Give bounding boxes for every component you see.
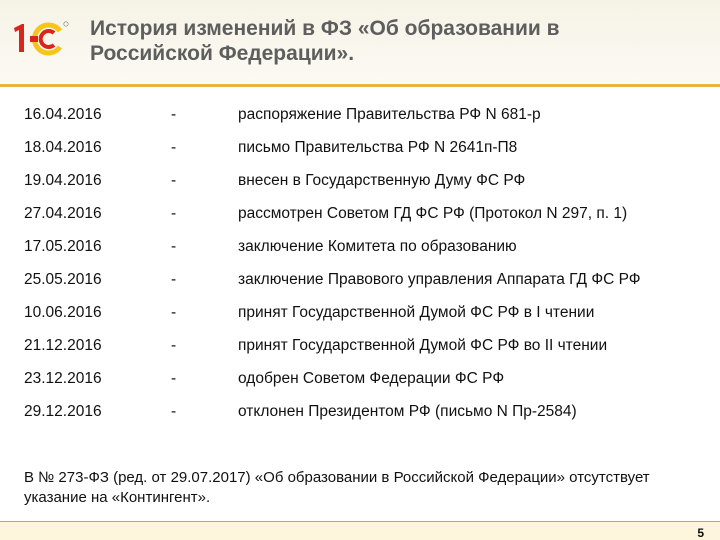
- row-dash: -: [171, 337, 177, 354]
- row-text: письмо Правительства РФ N 2641п-П8: [238, 139, 518, 156]
- row-date: 29.12.2016: [24, 403, 102, 420]
- list-item: [0, 263, 720, 296]
- row-text: распоряжение Правительства РФ N 681-р: [238, 106, 541, 123]
- list-item: [0, 197, 720, 230]
- row-dash: -: [171, 139, 177, 156]
- row-dash: -: [171, 304, 177, 321]
- row-date: 18.04.2016: [24, 139, 102, 156]
- row-dash: -: [171, 205, 177, 222]
- row-text: отклонен Президентом РФ (письмо N Пр-2584): [238, 403, 577, 420]
- list-item: [0, 296, 720, 329]
- row-date: 23.12.2016: [24, 370, 102, 387]
- row-text: принят Государственной Думой ФС РФ в I чтении: [238, 304, 595, 321]
- row-text: заключение Комитета по образованию: [238, 238, 517, 255]
- row-dash: -: [171, 238, 177, 255]
- logo-1c-icon: [10, 18, 70, 58]
- page-title: История изменений в ФЗ «Об образовании в Российской Федерации».: [90, 17, 560, 65]
- row-dash: -: [171, 370, 177, 387]
- row-date: 10.06.2016: [24, 304, 102, 321]
- row-dash: -: [171, 403, 177, 420]
- row-dash: -: [171, 172, 177, 189]
- row-text: одобрен Советом Федерации ФС РФ: [238, 370, 505, 387]
- row-text: принят Государственной Думой ФС РФ во II чтении: [238, 337, 608, 354]
- footer-band: [0, 522, 720, 540]
- row-dash: -: [171, 106, 177, 123]
- row-text: рассмотрен Советом ГД ФС РФ (Протокол N 297, п. 1): [238, 205, 628, 222]
- row-date: 17.05.2016: [24, 238, 102, 255]
- row-date: 27.04.2016: [24, 205, 102, 222]
- header-divider: [0, 84, 720, 87]
- row-date: 21.12.2016: [24, 337, 102, 354]
- page-number: 5: [697, 526, 704, 540]
- list-item: [0, 131, 720, 164]
- list-item: [0, 395, 720, 428]
- list-item: [0, 164, 720, 197]
- row-text: заключение Правового управления Аппарата ГД ФС РФ: [238, 271, 641, 288]
- row-date: 25.05.2016: [24, 271, 102, 288]
- list-item: [0, 230, 720, 263]
- footnote-text: В № 273-ФЗ (ред. от 29.07.2017) «Об образовании в Российской Федерации» отсутствует указание на «Контингент».: [24, 469, 650, 506]
- row-dash: -: [171, 271, 177, 288]
- row-date: 16.04.2016: [24, 106, 102, 123]
- list-item: [0, 98, 720, 131]
- list-item: [0, 362, 720, 395]
- row-date: 19.04.2016: [24, 172, 102, 189]
- list-item: [0, 329, 720, 362]
- row-text: внесен в Государственную Думу ФС РФ: [238, 172, 526, 189]
